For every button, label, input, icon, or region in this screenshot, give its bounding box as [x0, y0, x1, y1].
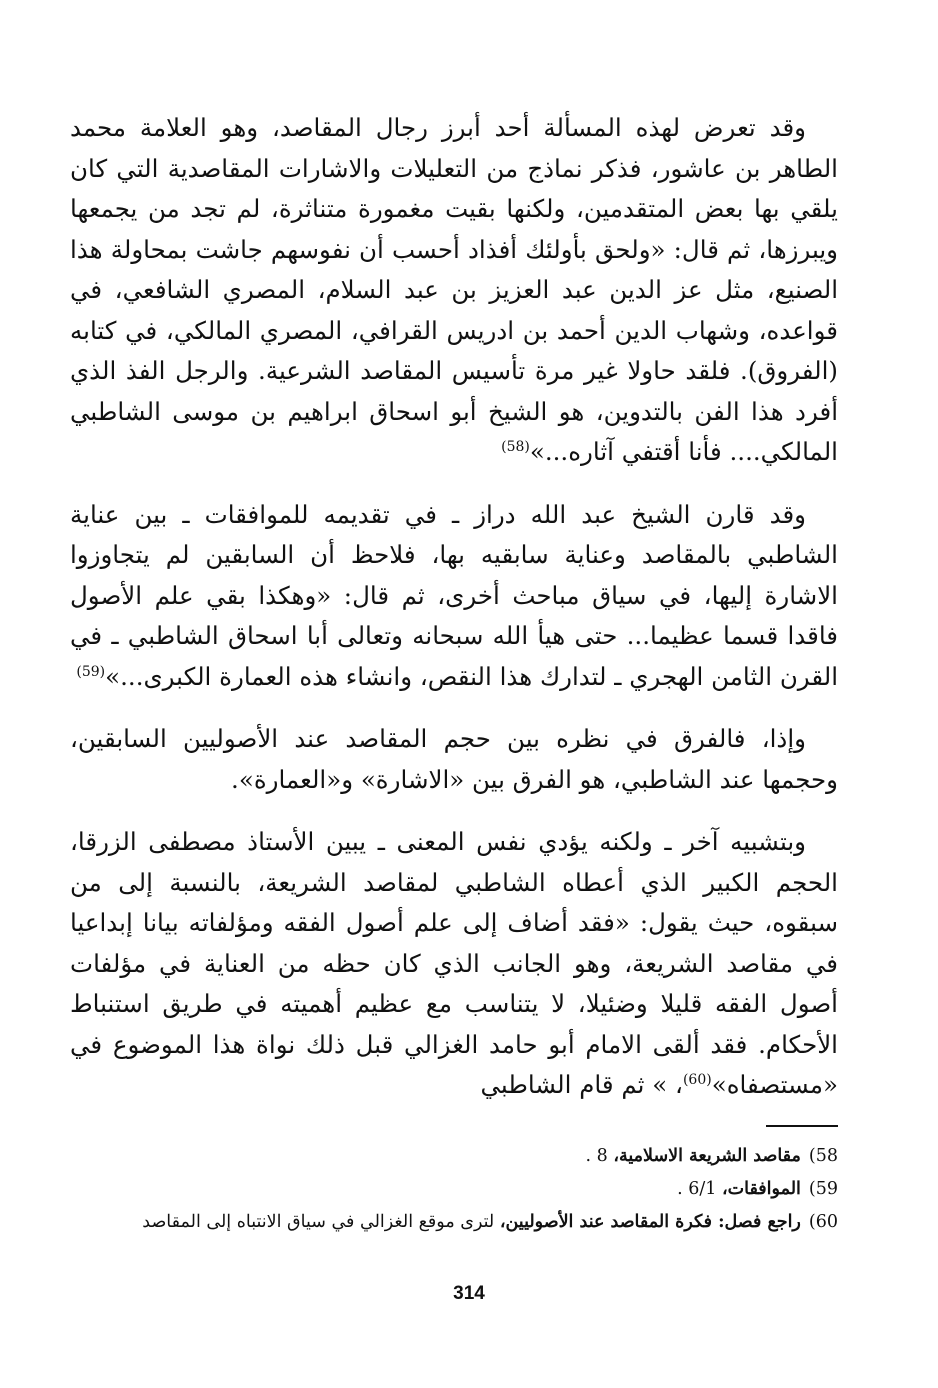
footnote-ref: (60): [682, 1071, 712, 1088]
paragraph-text: وقد تعرض لهذه المسألة أحد أبرز رجال المقاصد، وهو العلامة محمد الطاهر بن عاشور، فذكر نماذج من التعليلات والاشارات المقاصدية التي كان يلقي بها بعض المتقدمين، ولكنها بقيت مغمورة متناثرة، لم تجد من يجمعها ويبرزها، ثم قال: «ولحق بأولئك أفذاد أحسب أن نفوسهم جاشت بمحاولة هذا الصنيع، مثل عز الدين عبد العزيز بن عبد السلام، المصري الشافعي، في قواعده، وشهاب الدين أحمد بن ادريس القرافي، المصري المالكي، في كتابه (الفروق). فلقد حاولا غير مرة تأسيس المقاصد الشرعية. والرجل الفذ الذي أفرد هذا الفن بالتدوين، هو الشيخ أبو اسحاق ابراهيم بن موسى الشاطبي المالكي.... فأنا أقتفي آثاره...»: [70, 113, 838, 466]
footnote-extra: 6/1 .: [677, 1179, 722, 1199]
paragraph-text: وقد قارن الشيخ عبد الله دراز ـ في تقديمه للموافقات ـ بين عناية الشاطبي بالمقاصد وعناية سابقيه بها، فلاحظ أن السابقين لم يتجاوزوا الاشارة إليها، في سياق مباحث أخرى، ثم قال: «وهكذا بقي علم الأصول فاقدا قسما عظيما... حتى هيأ الله سبحانه وتعالى أبا اسحاق الشاطبي ـ في القرن الثامن الهجري ـ لتدارك هذا النقص، وانشاء هذه العمارة الكبرى...»: [70, 499, 838, 691]
footnote-extra: لترى موقع الغزالي في سياق الانتباه إلى المقاصد: [142, 1212, 500, 1232]
book-page-body: [70, 108, 838, 1128]
paragraph-text: وإذا، فالفرق في نظره بين حجم المقاصد عند الأصوليين السابقين، وحجمها عند الشاطبي، هو الفرق بين «الاشارة» و«العمارة».: [70, 724, 838, 794]
paragraph: [70, 495, 838, 698]
paragraph-text-tail: ، » ثم قام الشاطبي: [480, 1070, 683, 1099]
page-number: 314: [453, 1283, 485, 1304]
footnote-text: راجع فصل: فكرة المقاصد عند الأصوليين،: [499, 1212, 801, 1232]
footnote: [70, 1206, 838, 1239]
paragraph: [70, 822, 838, 1106]
footnote-number: 60): [808, 1212, 838, 1232]
footnote-number: 59): [808, 1179, 838, 1199]
footnote-text: مقاصد الشريعة الاسلامية،: [613, 1146, 801, 1166]
footnote: [70, 1140, 838, 1173]
footnote-number: 58): [808, 1146, 838, 1166]
footnote-ref: (59): [76, 663, 106, 680]
footnote-separator: [766, 1125, 838, 1127]
footnote-ref: (58): [501, 438, 530, 455]
paragraph-text: وبتشبيه آخر ـ ولكنه يؤدي نفس المعنى ـ يبين الأستاذ مصطفى الزرقا، الحجم الكبير الذي أعطاه الشاطبي لمقاصد الشريعة، بالنسبة إلى من سبقوه، حيث يقول: «فقد أضاف إلى علم أصول الفقه ومؤلفاته بيانا إبداعيا في مقاصد الشريعة، وهو الجانب الذي كان حظه من العناية في مؤلفات أصول الفقه قليلا وضئيلا، لا يتناسب مع عظيم أهميته في طريق استنباط الأحكام. فقد ألقى الامام أبو حامد الغزالي قبل ذلك نواة هذا الموضوع في «مستصفاه»: [70, 827, 838, 1099]
footnote: [70, 1173, 838, 1206]
footnotes: [70, 1140, 838, 1239]
footnote-extra: 8 .: [585, 1146, 614, 1166]
paragraph: [70, 719, 838, 800]
paragraph: [70, 108, 838, 473]
footnote-text: الموافقات،: [722, 1179, 801, 1199]
